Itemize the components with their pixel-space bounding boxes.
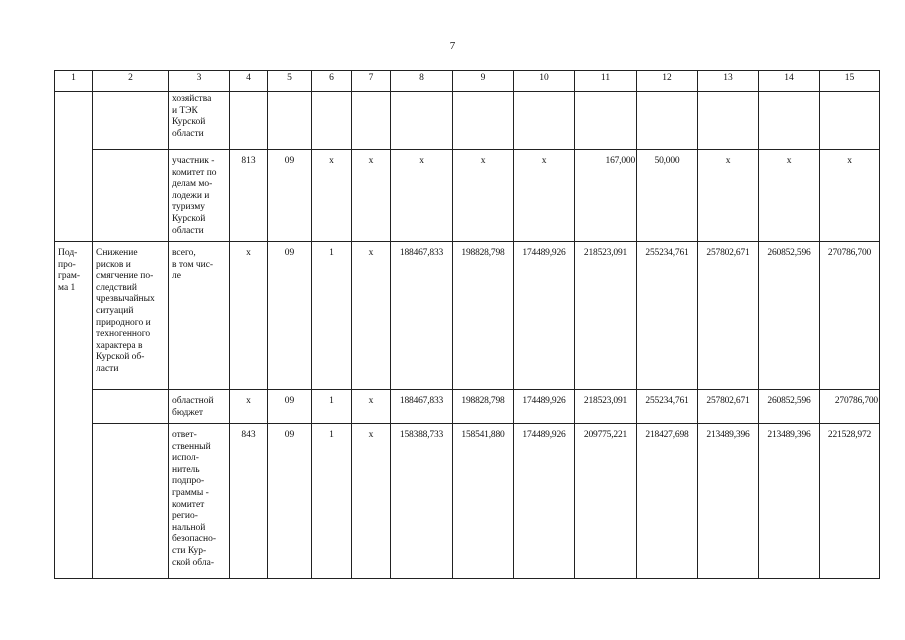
header-cell: 2 xyxy=(93,71,169,92)
value-cell: 213489,396 xyxy=(759,424,820,579)
header-cell: 6 xyxy=(312,71,352,92)
code-cell: х xyxy=(230,242,268,390)
role-cell: участник - комитет по делам мо- лодежи и туризму Курской области xyxy=(169,150,230,242)
value-cell: 158541,880 xyxy=(453,424,514,579)
value-cell: 221528,972 xyxy=(820,424,880,579)
value-cell: х xyxy=(514,150,575,242)
value-cell: х xyxy=(453,150,514,242)
role-cell: ответ- ственный испол- нитель подпро- граммы - комитет регио- нальной безопасно- сти Кур- ской обла- xyxy=(169,424,230,579)
value-cell: 158388,733 xyxy=(391,424,453,579)
header-cell: 8 xyxy=(391,71,453,92)
value-cell: 188467,833 xyxy=(391,390,453,424)
value-cell: 50,000 xyxy=(637,150,698,242)
value-cell: 270786,700 xyxy=(820,390,880,424)
code-cell: х xyxy=(352,424,391,579)
code-cell: 09 xyxy=(268,390,312,424)
code-cell: 843 xyxy=(230,424,268,579)
code-cell xyxy=(352,92,391,150)
value-cell xyxy=(453,92,514,150)
value-cell: х xyxy=(759,150,820,242)
subprogram-name: Снижение рисков и смягчение по- следствий чрезвычайных ситуаций природного и техногенного характера в Курской об- ласти xyxy=(93,242,169,390)
header-cell: 9 xyxy=(453,71,514,92)
value-cell: 255234,761 xyxy=(637,242,698,390)
code-cell: х xyxy=(230,390,268,424)
name-cell xyxy=(93,92,169,150)
value-cell xyxy=(575,92,637,150)
value-cell: 174489,926 xyxy=(514,242,575,390)
value-cell: 209775,221 xyxy=(575,424,637,579)
budget-table xyxy=(54,70,880,579)
code-cell: х xyxy=(352,242,391,390)
header-cell: 4 xyxy=(230,71,268,92)
value-cell: 198828,798 xyxy=(453,390,514,424)
subprogram-label: Под- про- грам- ма 1 xyxy=(55,242,93,579)
value-cell xyxy=(514,92,575,150)
page-number: 7 xyxy=(449,40,456,52)
code-cell: 1 xyxy=(312,424,352,579)
row-label-cell xyxy=(55,92,93,242)
value-cell: 255234,761 xyxy=(637,390,698,424)
value-cell: 218523,091 xyxy=(575,390,637,424)
header-cell: 5 xyxy=(268,71,312,92)
header-cell: 13 xyxy=(698,71,759,92)
table-row xyxy=(55,150,880,242)
value-cell xyxy=(391,92,453,150)
value-cell: 270786,700 xyxy=(820,242,880,390)
code-cell xyxy=(312,92,352,150)
value-cell: 218523,091 xyxy=(575,242,637,390)
code-cell: х xyxy=(352,390,391,424)
value-cell: х xyxy=(698,150,759,242)
name-cell xyxy=(93,150,169,242)
code-cell: 09 xyxy=(268,424,312,579)
value-cell: 260852,596 xyxy=(759,242,820,390)
role-cell: хозяйства и ТЭК Курской области xyxy=(169,92,230,150)
header-cell: 10 xyxy=(514,71,575,92)
header-cell: 11 xyxy=(575,71,637,92)
table-row xyxy=(55,424,880,579)
value-cell xyxy=(759,92,820,150)
table-row xyxy=(55,390,880,424)
header-cell: 15 xyxy=(820,71,880,92)
name-cell xyxy=(93,390,169,424)
table-row xyxy=(55,242,880,390)
code-cell xyxy=(268,92,312,150)
code-cell: 813 xyxy=(230,150,268,242)
value-cell: 174489,926 xyxy=(514,390,575,424)
value-cell: 257802,671 xyxy=(698,242,759,390)
header-cell: 3 xyxy=(169,71,230,92)
role-cell: областной бюджет xyxy=(169,390,230,424)
header-cell: 7 xyxy=(352,71,391,92)
value-cell: 260852,596 xyxy=(759,390,820,424)
table-row xyxy=(55,92,880,150)
role-cell: всего, в том чис- ле xyxy=(169,242,230,390)
code-cell: 09 xyxy=(268,242,312,390)
value-cell: 198828,798 xyxy=(453,242,514,390)
code-cell: х xyxy=(352,150,391,242)
value-cell: х xyxy=(391,150,453,242)
code-cell: х xyxy=(312,150,352,242)
value-cell: 188467,833 xyxy=(391,242,453,390)
code-cell: 09 xyxy=(268,150,312,242)
value-cell: 174489,926 xyxy=(514,424,575,579)
code-cell xyxy=(230,92,268,150)
value-cell: х xyxy=(820,150,880,242)
code-cell: 1 xyxy=(312,242,352,390)
value-cell xyxy=(637,92,698,150)
header-cell: 12 xyxy=(637,71,698,92)
value-cell: 218427,698 xyxy=(637,424,698,579)
value-cell xyxy=(820,92,880,150)
header-row xyxy=(55,71,880,92)
header-cell: 14 xyxy=(759,71,820,92)
code-cell: 1 xyxy=(312,390,352,424)
value-cell xyxy=(698,92,759,150)
value-cell: 257802,671 xyxy=(698,390,759,424)
value-cell: 167,000 xyxy=(575,150,637,242)
value-cell: 213489,396 xyxy=(698,424,759,579)
header-cell: 1 xyxy=(55,71,93,92)
name-cell xyxy=(93,424,169,579)
